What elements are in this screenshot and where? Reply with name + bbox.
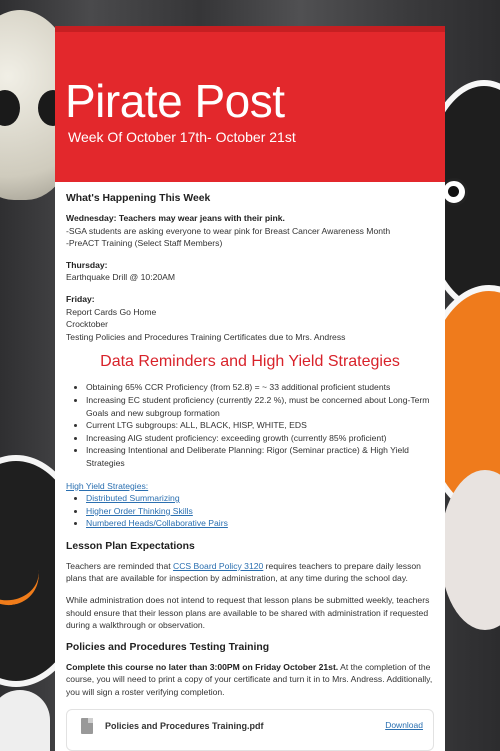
section-title-lesson-plan: Lesson Plan Expectations — [66, 540, 195, 552]
testing-paragraph — [66, 661, 434, 699]
list-item: • Current LTG subgroups: ALL, BLACK, HISP, WHITE, EDS — [86, 419, 434, 432]
thursday-block — [66, 259, 434, 284]
newsletter-title: Pirate Post — [65, 75, 285, 127]
high-yield-strategies-link[interactable]: High Yield Strategies: — [66, 480, 149, 491]
testing-deadline: Complete this course no later than 3:00PM on Friday October 21st. — [66, 661, 339, 672]
friday-block — [66, 293, 434, 343]
strategy-link[interactable]: Higher Order Thinking Skills — [86, 505, 193, 516]
list-item — [86, 517, 434, 530]
thursday-heading: Thursday: — [66, 259, 108, 270]
attachment-filename: Policies and Procedures Training.pdf — [105, 720, 264, 731]
friday-line: Testing Policies and Procedures Training Certificates due to Mrs. Andress — [66, 331, 346, 342]
friday-line: Crocktober — [66, 319, 109, 330]
paragraph-text: requires teachers to prepare daily lesson plans that are available for inspection by administration, at any time during the school day. — [66, 560, 421, 584]
list-item: • Increasing Intentional and Deliberate Planning: Rigor (Seminar practice) & High Yield Strategies — [86, 444, 434, 469]
newsletter-card — [55, 26, 445, 751]
wednesday-line: -SGA students are asking everyone to wear pink for Breast Cancer Awareness Month — [66, 225, 391, 236]
attachment-card[interactable] — [66, 709, 434, 751]
strategies-heading-wrap — [66, 480, 434, 493]
list-item — [86, 492, 434, 505]
section-title-data-reminders: Data Reminders and High Yield Strategies — [100, 353, 400, 371]
list-item: • Increasing AIG student proficiency: exceeding growth (currently 85% proficient) — [86, 432, 434, 445]
wednesday-line: -PreACT Training (Select Staff Members) — [66, 238, 223, 249]
lesson-plan-paragraph: While administration does not intend to request that lesson plans be submitted weekly, teachers should ensure that their lesson plans are available to be shared with administration if requested during a walkthrough or observation. — [66, 595, 430, 631]
newsletter-content — [55, 182, 445, 751]
strategy-link[interactable]: Distributed Summarizing — [86, 493, 180, 504]
section-title-happening: What's Happening This Week — [66, 193, 211, 204]
list-item: • Increasing EC student proficiency (currently 22.2 %), must be concerned about Long-Term Goals and new subgroup formation — [86, 394, 434, 419]
newsletter-subtitle: Week Of October 17th- October 21st — [68, 129, 296, 145]
thursday-line: Earthquake Drill @ 10:20AM — [66, 272, 176, 283]
list-item: • Obtaining 65% CCR Proficiency (from 52.8) = ~ 33 additional proficient students — [86, 381, 434, 394]
friday-line: Report Cards Go Home — [66, 306, 157, 317]
board-policy-link[interactable]: CCS Board Policy 3120 — [173, 560, 264, 571]
section-title-testing: Policies and Procedures Testing Training — [66, 641, 270, 653]
wednesday-block — [66, 212, 434, 250]
list-item — [86, 505, 434, 518]
strategies-links-list — [66, 492, 434, 530]
paragraph-text: Teachers are reminded that — [66, 560, 174, 571]
friday-heading: Friday: — [66, 293, 95, 304]
reminders-list — [66, 381, 434, 469]
paragraph-text: At the completion of the course, you will need to print a copy of your certificate and turn it in to Mrs. Andress. Additionally, you will sign a roster verifying completion. — [66, 661, 433, 698]
file-icon — [81, 718, 93, 734]
strategy-link[interactable]: Numbered Heads/Collaborative Pairs — [86, 518, 228, 529]
header-banner — [55, 26, 445, 182]
lesson-plan-paragraph — [66, 560, 434, 585]
wednesday-heading: Wednesday: Teachers may wear jeans with their pink. — [66, 213, 285, 223]
download-link[interactable]: Download — [385, 719, 423, 730]
